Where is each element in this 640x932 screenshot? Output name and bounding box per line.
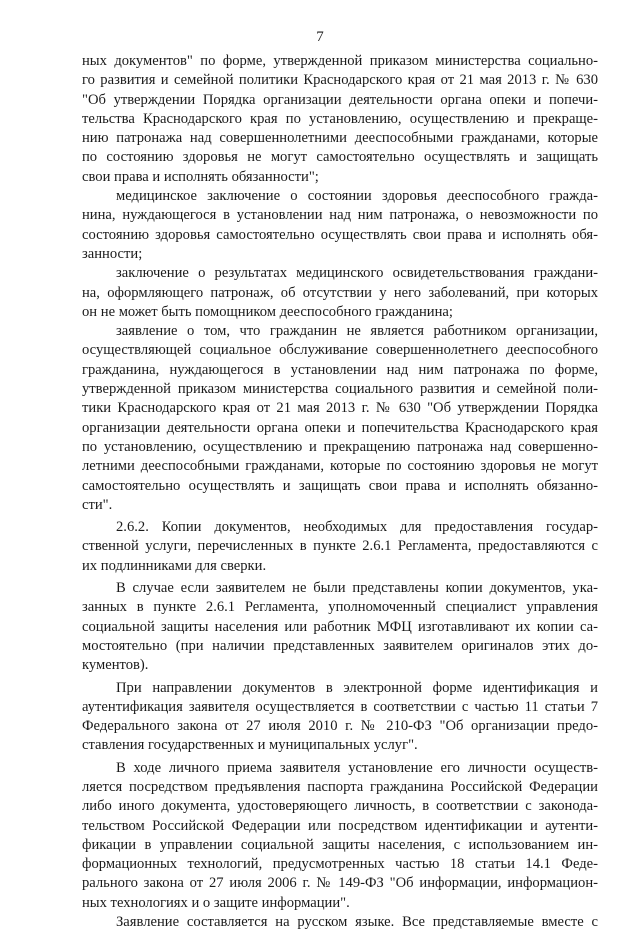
text-line: их подлинниками для сверки. bbox=[82, 557, 267, 574]
text-line: самостоятельно осуществлять и защищать свои права и исполнять обязанно- bbox=[82, 477, 598, 494]
text-line: заявление о том, что гражданин не является работником организации, bbox=[116, 323, 598, 340]
text-line: ляется посредством предъявления паспорта гражданина Российской Федерации bbox=[82, 778, 598, 795]
text-line: гражданина, нуждающегося в установлении над ним патронажа по форме, bbox=[82, 361, 598, 378]
text-line: заключение о результатах медицинского освидетельствования граждани- bbox=[116, 265, 598, 282]
text-line: социальной защиты населения или работник МФЦ изготавливают их копии са- bbox=[82, 618, 598, 635]
text-line: аутентификация заявителя осуществляется в соответствии с частью 11 статьи 7 bbox=[82, 698, 598, 715]
text-line: кументов). bbox=[82, 657, 149, 674]
text-line: занных в пункте 2.6.1 Регламента, уполномоченный специалист управления bbox=[82, 599, 598, 616]
text-line: занности; bbox=[82, 245, 143, 262]
text-line: нию патронажа над совершеннолетними дееспособными гражданами, которые bbox=[82, 130, 598, 147]
text-line: го развития и семейной политики Краснодарского края от 21 мая 2013 г. № 630 bbox=[82, 72, 598, 89]
text-line: формационных технологий, предусмотренных частью 18 статьи 14.1 Феде- bbox=[82, 856, 598, 873]
text-line: ных технологиях и о защите информации". bbox=[82, 894, 350, 911]
text-line: ставления государственных и муниципальных услуг". bbox=[82, 737, 418, 754]
text-line: мостоятельно (при наличии представленных заявителем оригиналов этих до- bbox=[82, 637, 598, 654]
page-number: 7 bbox=[316, 29, 324, 45]
text-line: нина, нуждающегося в установлении над ним патронажа, о невозможности по bbox=[82, 207, 598, 224]
text-line: по установлению, осуществлению и прекращению патронажа над совершенно- bbox=[82, 438, 598, 455]
text-line: фикации в управлении социальной защиты населения, с использованием ин- bbox=[82, 836, 598, 853]
text-line: свои права и исполнять обязанности"; bbox=[82, 168, 319, 185]
text-line: летними дееспособными гражданами, которые по состоянию здоровья не могут bbox=[82, 458, 598, 475]
text-line: Заявление составляется на русском языке. Все представляемые вместе с bbox=[116, 914, 598, 931]
text-line: осуществляющей социальное обслуживание совершеннолетнего дееспособного bbox=[82, 342, 598, 359]
text-line: утвержденной приказом министерства социального развития и семейной поли- bbox=[82, 381, 598, 398]
text-line: В ходе личного приема заявителя установление его личности осуществ- bbox=[116, 759, 598, 776]
body-text bbox=[82, 52, 598, 932]
text-line: В случае если заявителем не были представлены копии документов, ука- bbox=[116, 580, 598, 597]
text-line: состоянию здоровья самостоятельно осуществлять свои права и исполнять обя- bbox=[82, 226, 598, 243]
text-line: он не может быть помощником дееспособного гражданина; bbox=[82, 303, 453, 320]
text-line: тельством Российской Федерации или посредством идентификации и аутенти- bbox=[82, 817, 598, 834]
text-line: ственной услуги, перечисленных в пункте 2.6.1 Регламента, предоставляются с bbox=[82, 538, 598, 555]
text-line: тельства Краснодарского края по установлению, осуществлению и прекраще- bbox=[82, 110, 598, 127]
text-line: либо иного документа, удостоверяющего личность, в соответствии с законода- bbox=[82, 798, 598, 815]
text-line: тики Краснодарского края от 21 мая 2013 г. № 630 "Об утверждении Порядка bbox=[82, 400, 598, 417]
text-line: 2.6.2. Копии документов, необходимых для предоставления государ- bbox=[116, 519, 598, 536]
text-line: сти". bbox=[82, 496, 113, 513]
text-line: на, оформляющего патронаж, об отсутствии у него заболеваний, при которых bbox=[82, 284, 598, 301]
text-line: "Об утверждении Порядка организации деятельности органа опеки и попечи- bbox=[82, 91, 598, 108]
text-line: организации деятельности органа опеки и попечительства Краснодарского края bbox=[82, 419, 598, 436]
text-line: ных документов" по форме, утвержденной приказом министерства социально- bbox=[82, 53, 598, 69]
text-line: медицинское заключение о состоянии здоровья дееспособного гражда- bbox=[116, 188, 598, 205]
text-line: по состоянию здоровья не могут самостоятельно осуществлять и защищать bbox=[82, 149, 598, 166]
text-line: рального закона от 27 июля 2006 г. № 149-ФЗ "Об информации, информацион- bbox=[82, 875, 598, 892]
text-line: Федерального закона от 27 июля 2010 г. № 210-ФЗ "Об организации предо- bbox=[82, 718, 598, 735]
text-line: При направлении документов в электронной форме идентификация и bbox=[116, 679, 598, 696]
